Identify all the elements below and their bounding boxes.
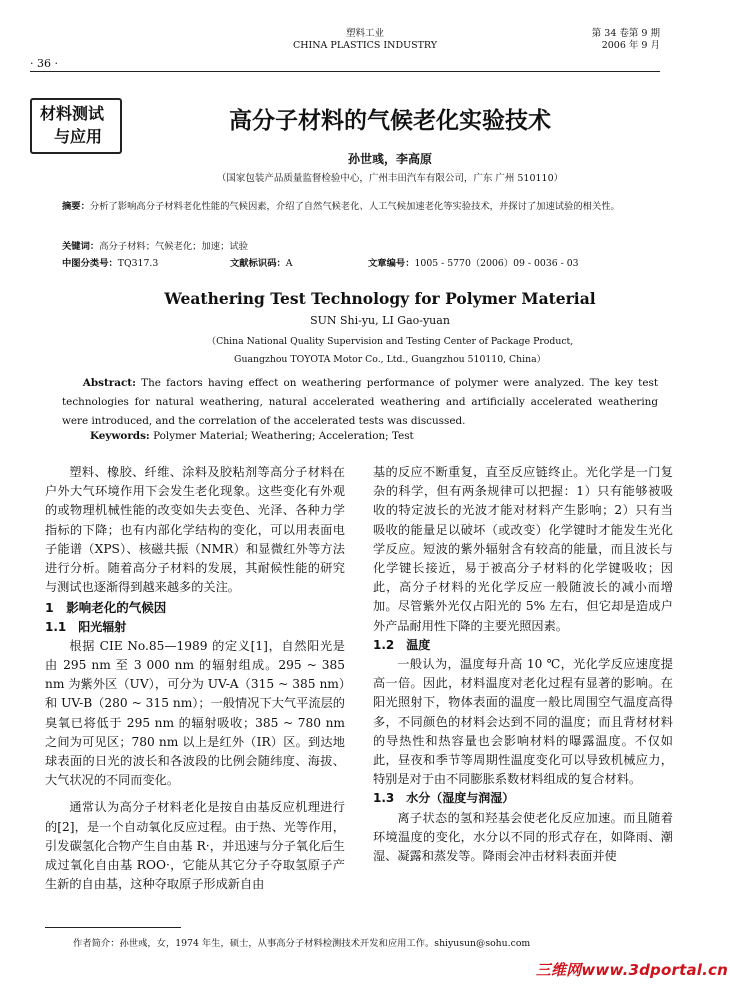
section-heading-1-3: 1.3 水分（湿度与润湿） bbox=[373, 791, 515, 806]
title-cn: 高分子材料的气候老化实验技术 bbox=[229, 108, 551, 134]
site-watermark: 三维网www.3dportal.cn bbox=[535, 961, 728, 979]
body-column-right bbox=[373, 463, 673, 866]
section-heading-1-1: 1.1 阳光辐射 bbox=[45, 619, 127, 634]
paragraph-mechanism: 通常认为高分子材料老化是按自由基反应机理进行的[2]，是一个自动氧化反应过程。由于热、光等作用，引发碳氢化合物产生自由基 R·，并迅速与分子氧化后生成过氧化自由基 ROO·，它能从其它分子夺取氢原子产生新的自由基，这种夺取原子形成新自由 bbox=[45, 800, 345, 892]
body-column-left bbox=[45, 463, 345, 894]
paragraph-sunlight: 根据 CIE No.85—1989 的定义[1]，自然阳光是由 295 nm 至 3 000 nm 的辐射组成。295 ~ 385 nm 为紫外区（UV），可分为 UV-A（315 ~ 385 nm）和 UV-B（280 ~ 315 nm）；一般情况下大气平流层的臭氧已将低于 295 nm 的辐射吸收；385 ~ 780 nm 之间为可见区；780 nm 以上是红外（IR）区。到达地球表面的日光的波长和各波段的比例会随纬度、海拔、大气状况的不同而变化。 bbox=[45, 638, 345, 788]
section-heading-1: 1 影响老化的气候因 bbox=[45, 600, 167, 616]
running-header-center bbox=[230, 28, 500, 52]
document-code bbox=[230, 255, 293, 269]
keywords-en-text: Polymer Material; Weathering; Acceleration; Test bbox=[153, 430, 414, 442]
title-en: Weathering Test Technology for Polymer Material bbox=[164, 289, 596, 308]
keywords-en bbox=[90, 430, 414, 442]
keywords-cn bbox=[62, 238, 248, 252]
authors-en: SUN Shi-yu, LI Gao-yuan bbox=[310, 314, 450, 327]
art-label: 文章编号： bbox=[368, 258, 415, 269]
affiliation-en bbox=[100, 333, 680, 369]
authors-cn: 孙世彧，李高原 bbox=[347, 152, 432, 166]
article-number bbox=[368, 255, 579, 269]
paragraph-intro: 塑料、橡胶、纤维、涂料及胶粘剂等高分子材料在户外大气环境作用下会发生老化现象。这些变化有外观的或物理机械性能的改变如失去变色、光泽、各种力学指标的下降；也有内部化学结构的变化，可以用表面电子能谱（XPS）、核磁共振（NMR）和显微红外等方法进行分析。随着高分子材料的发展，其耐候性能的研究与测试也逐渐得到越来越多的关注。 bbox=[45, 465, 345, 595]
clc-number bbox=[62, 255, 158, 269]
abstract-en-text: The factors having effect on weathering performance of polymer were analyzed. The key test technologies for natural weathering, natural accelerated weathering and artificially accelerated weathering were introduced, and the correlation of the accelerated tests was discussed. bbox=[62, 377, 658, 427]
abstract-cn bbox=[62, 199, 652, 214]
footnote-rule bbox=[45, 927, 181, 928]
section-heading-1-2: 1.2 温度 bbox=[373, 637, 431, 652]
journal-name-cn: 塑料工业 bbox=[345, 28, 384, 39]
doc-label: 文献标识码： bbox=[230, 258, 286, 269]
abstract-cn-label: 摘要： bbox=[62, 201, 90, 212]
column-badge-line1: 材料测试 bbox=[40, 104, 105, 123]
clc-label: 中图分类号： bbox=[62, 258, 118, 269]
abstract-cn-text: 分析了影响高分子材料老化性能的气候因素，介绍了自然气候老化、人工气候加速老化等实验技术，并探讨了加速试验的相关性。 bbox=[89, 201, 620, 212]
keywords-en-label: Keywords: bbox=[90, 430, 150, 442]
column-badge-line2: 与应用 bbox=[54, 127, 103, 146]
affiliation-en-line1: （China National Quality Supervision and Testing Center of Package Product, bbox=[206, 336, 574, 347]
keywords-cn-label: 关键词： bbox=[62, 241, 100, 252]
column-badge bbox=[30, 98, 122, 154]
doc-value: A bbox=[285, 258, 293, 269]
abstract-en bbox=[62, 374, 658, 431]
header-rule bbox=[30, 71, 660, 72]
paragraph-temperature: 一般认为，温度每升高 10 ℃，光化学反应速度提高一倍。因此，材料温度对老化过程有显著的影响。在阳光照射下，物体表面的温度一般比周围空气温度高得多，不同颜色的材料会达到不同的温度；而且背材材料的导热性和热容量也会影响材料的曝露温度。不仅如此，昼夜和季节等周期性温度变化可以导致机械应力，特别是对于由不同膨胀系数材料组成的复合材料。 bbox=[373, 657, 673, 787]
author-footnote: 作者简介：孙世彧，女，1974 年生，硕士，从事高分子材料检测技术开发和应用工作。shiyusun@sohu.com bbox=[73, 938, 531, 949]
abstract-en-label: Abstract: bbox=[82, 377, 136, 389]
clc-value: TQ317.3 bbox=[117, 258, 159, 269]
journal-name-en: CHINA PLASTICS INDUSTRY bbox=[292, 40, 438, 51]
volume-issue: 第 34 卷第 9 期 bbox=[591, 28, 660, 39]
affiliation-en-line2: Guangzhou TOYOTA Motor Co., Ltd., Guangzhou 510110, China） bbox=[234, 354, 546, 365]
paragraph-water: 离子状态的氢和羟基会使老化反应加速。而且随着环境温度的变化，水分以不同的形式存在，如降雨、潮湿、凝露和蒸发等。降雨会冲击材料表面并使 bbox=[373, 810, 673, 864]
running-header-right bbox=[592, 28, 660, 52]
page-number: · 36 · bbox=[30, 57, 58, 70]
paragraph-continued: 基的反应不断重复，直至反应链终止。光化学是一门复杂的科学，但有两条规律可以把握：1）只有能够被吸收的特定波长的光波才能对材料产生影响；2）只有当吸收的能量足以破坏（或改变）化学键时才能发生光化学反应。短波的紫外辐射含有较高的能量，而且波长与化学键长接近，易于被高分子材料的化学键吸收；因此，高分子材料的光化学反应一般随波长的减小而增加。尽管紫外光仅占阳光的 5% 左右，但它却是造成户外产品耐用性下降的主要光照因素。 bbox=[373, 465, 673, 633]
publication-date: 2006 年 9 月 bbox=[601, 40, 660, 51]
keywords-cn-text: 高分子材料；气候老化；加速；试验 bbox=[99, 241, 248, 252]
affiliation-cn: （国家包装产品质量监督检验中心，广州丰田汽车有限公司，广东 广州 510110） bbox=[216, 173, 564, 184]
art-value: 1005 - 5770（2006）09 - 0036 - 03 bbox=[414, 258, 579, 269]
